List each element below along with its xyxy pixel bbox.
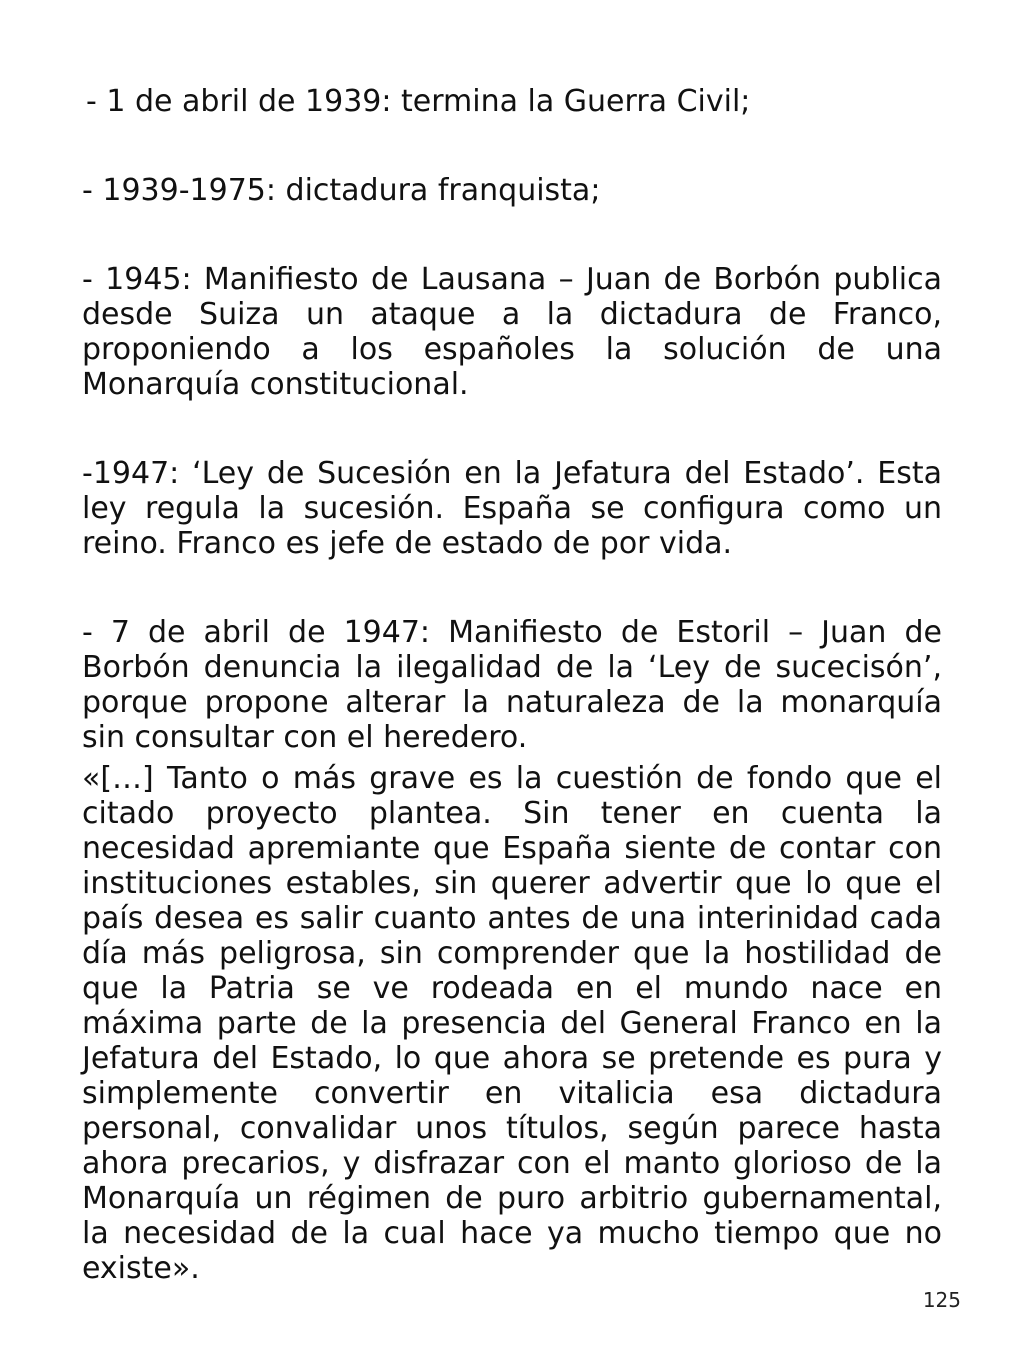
timeline-item-estoril-manifesto: - 7 de abril de 1947: Manifiesto de Estoril – Juan de Borbón denuncia la ilegalidad de la ‘Ley de sucecisón’, porque propone alterar la naturaleza de la monarquía sin consultar con el heredero. <box>82 615 942 755</box>
timeline-item-1939-end-civil-war: - 1 de abril de 1939: termina la Guerra Civil; <box>86 84 751 119</box>
timeline-item-lausana-manifesto: - 1945: Manifiesto de Lausana – Juan de Borbón publica desde Suiza un ataque a la dictadura de Franco, proponiendo a los españoles la solución de una Monarquía constitucional. <box>82 262 942 402</box>
page-number: 125 <box>922 1288 961 1312</box>
page-body <box>82 84 942 1286</box>
estoril-manifesto-quote: «[…] Tanto o más grave es la cuestión de fondo que el citado proyecto plantea. Sin tener en cuenta la necesidad apremiante que España siente de contar con instituciones estables, sin querer advertir que lo que el país desea es salir cuanto antes de una interinidad cada día más peligrosa, sin comprender que la hostilidad de que la Patria se ve rodeada en el mundo nace en máxima parte de la presencia del General Franco en la Jefatura del Estado, lo que ahora se pretende es pura y simplemente convertir en vitalicia esa dictadura personal, convalidar unos títulos, según parece hasta ahora precarios, y disfrazar con el manto glorioso de la Monarquía un régimen de puro arbitrio gubernamental, la necesidad de la cual hace ya mucho tiempo que no existe». <box>82 761 942 1286</box>
timeline-item-succession-law: -1947: ‘Ley de Sucesión en la Jefatura del Estado’. Esta ley regula la sucesión. España se configura como un reino. Franco es jefe de estado de por vida. <box>82 456 942 561</box>
timeline-item-dictatorship: - 1939-1975: dictadura franquista; <box>82 173 601 208</box>
